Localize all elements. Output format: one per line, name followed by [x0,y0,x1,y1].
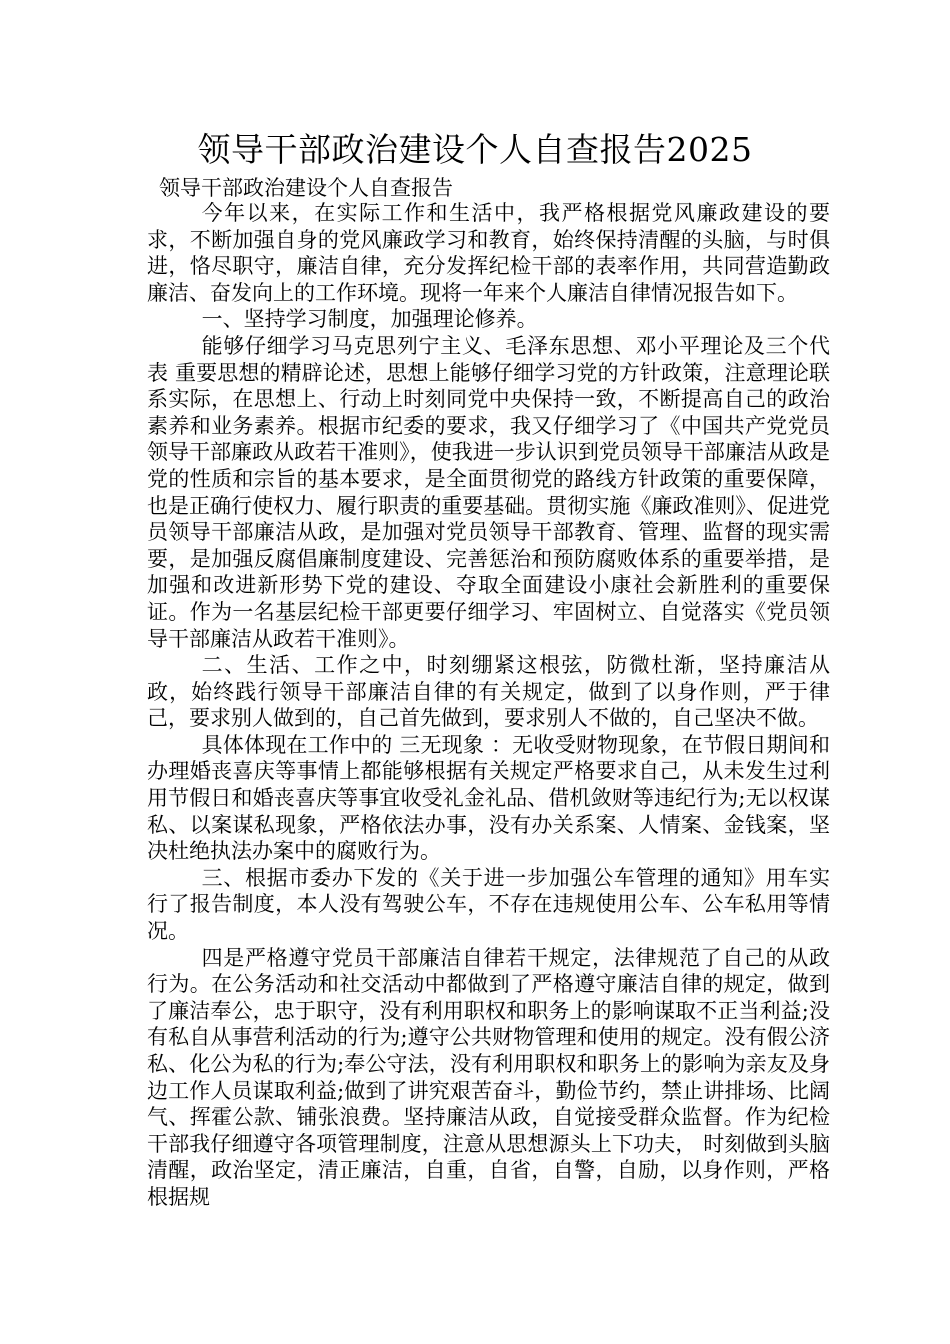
paragraph-heading-2: 二、生活、工作之中，时刻绷紧这根弦，防微杜渐，坚持廉洁从政，始终践行领导干部廉洁自律的有关规定，做到了以身作则，严于律己，要求别人做到的，自己首先做到，要求别人不做的，自己坚决不做。 [147,653,830,731]
paragraph-rule-4: 四是严格遵守党员干部廉洁自律若干规定，法律规范了自己的从政行为。在公务活动和社交活动中都做到了严格遵守廉洁自律的规定，做到了廉洁奉公，忠于职守，没有利用职权和职务上的影响谋取不正当利益;没有私自从事营利活动的行为;遵守公共财物管理和使用的规定。没有假公济私、化公为私的行为;奉公守法，没有利用职权和职务上的影响为亲友及身边工作人员谋取利益;做到了讲究艰苦奋斗，勤俭节约，禁止讲排场、比阔气、挥霍公款、铺张浪费。坚持廉洁从政，自觉接受群众监督。作为纪检干部我仔细遵守各项管理制度，注意从思想源头上下功夫， 时刻做到头脑清醒，政治坚定，清正廉洁，自重，自省，自警，自励，以身作则，严格根据规 [147,945,830,1209]
paragraph-study: 能够仔细学习马克思列宁主义、毛泽东思想、邓小平理论及三个代表 重要思想的精辟论述，思想上能够仔细学习党的方针政策，注意理论联系实际，在思想上、行动上时刻同党中央保持一致，不断提高自己的政治素养和业务素养。根据市纪委的要求，我又仔细学习了《中国共产党党员领导干部廉政从政若干准则》，使我进一步认识到党员领导干部廉洁从政是党的性质和宗旨的基本要求，是全面贯彻党的路线方针政策的重要保障，也是正确行使权力、履行职责的重要基础。贯彻实施《廉政准则》、促进党员领导干部廉洁从政，是加强对党员领导干部教育、管理、监督的现实需要，是加强反腐倡廉制度建设、完善惩治和预防腐败体系的重要举措，是加强和改进新形势下党的建设、夺取全面建设小康社会新胜利的重要保证。作为一名基层纪检干部更要仔细学习、牢固树立、自觉落实《党员领导干部廉洁从政若干准则》。 [147,333,830,651]
paragraph-intro: 今年以来，在实际工作和生活中，我严格根据党风廉政建设的要求，不断加强自身的党风廉政学习和教育，始终保持清醒的头脑，与时俱进，恪尽职守，廉洁自律，充分发挥纪检干部的表率作用，共同营造勤政廉洁、奋发向上的工作环境。现将一年来个人廉洁自律情况报告如下。 [147,201,830,305]
paragraph-heading-1: 一、坚持学习制度，加强理论修养。 [201,307,538,332]
document-body [147,200,830,1211]
paragraph-three-none: 具体体现在工作中的 三无现象 ：无收受财物现象，在节假日期间和办理婚丧喜庆等事情上都能够根据有关规定严格要求自己，从未发生过利用节假日和婚丧喜庆等事宜收受礼金礼品、借机敛财等违纪行为;无以权谋私、以案谋私现象，严格依法办事，没有办关系案、人情案、金钱案，坚决杜绝执法办案中的腐败行为。 [147,732,830,864]
paragraph-heading-3: 三、根据市委办下发的《关于进一步加强公车管理的通知》用车实行了报告制度，本人没有驾驶公车，不存在违规使用公车、公车私用等情况。 [147,865,830,944]
document-subtitle: 领导干部政治建设个人自查报告 [159,176,453,200]
document-title: 领导干部政治建设个人自查报告2025 [197,130,753,169]
